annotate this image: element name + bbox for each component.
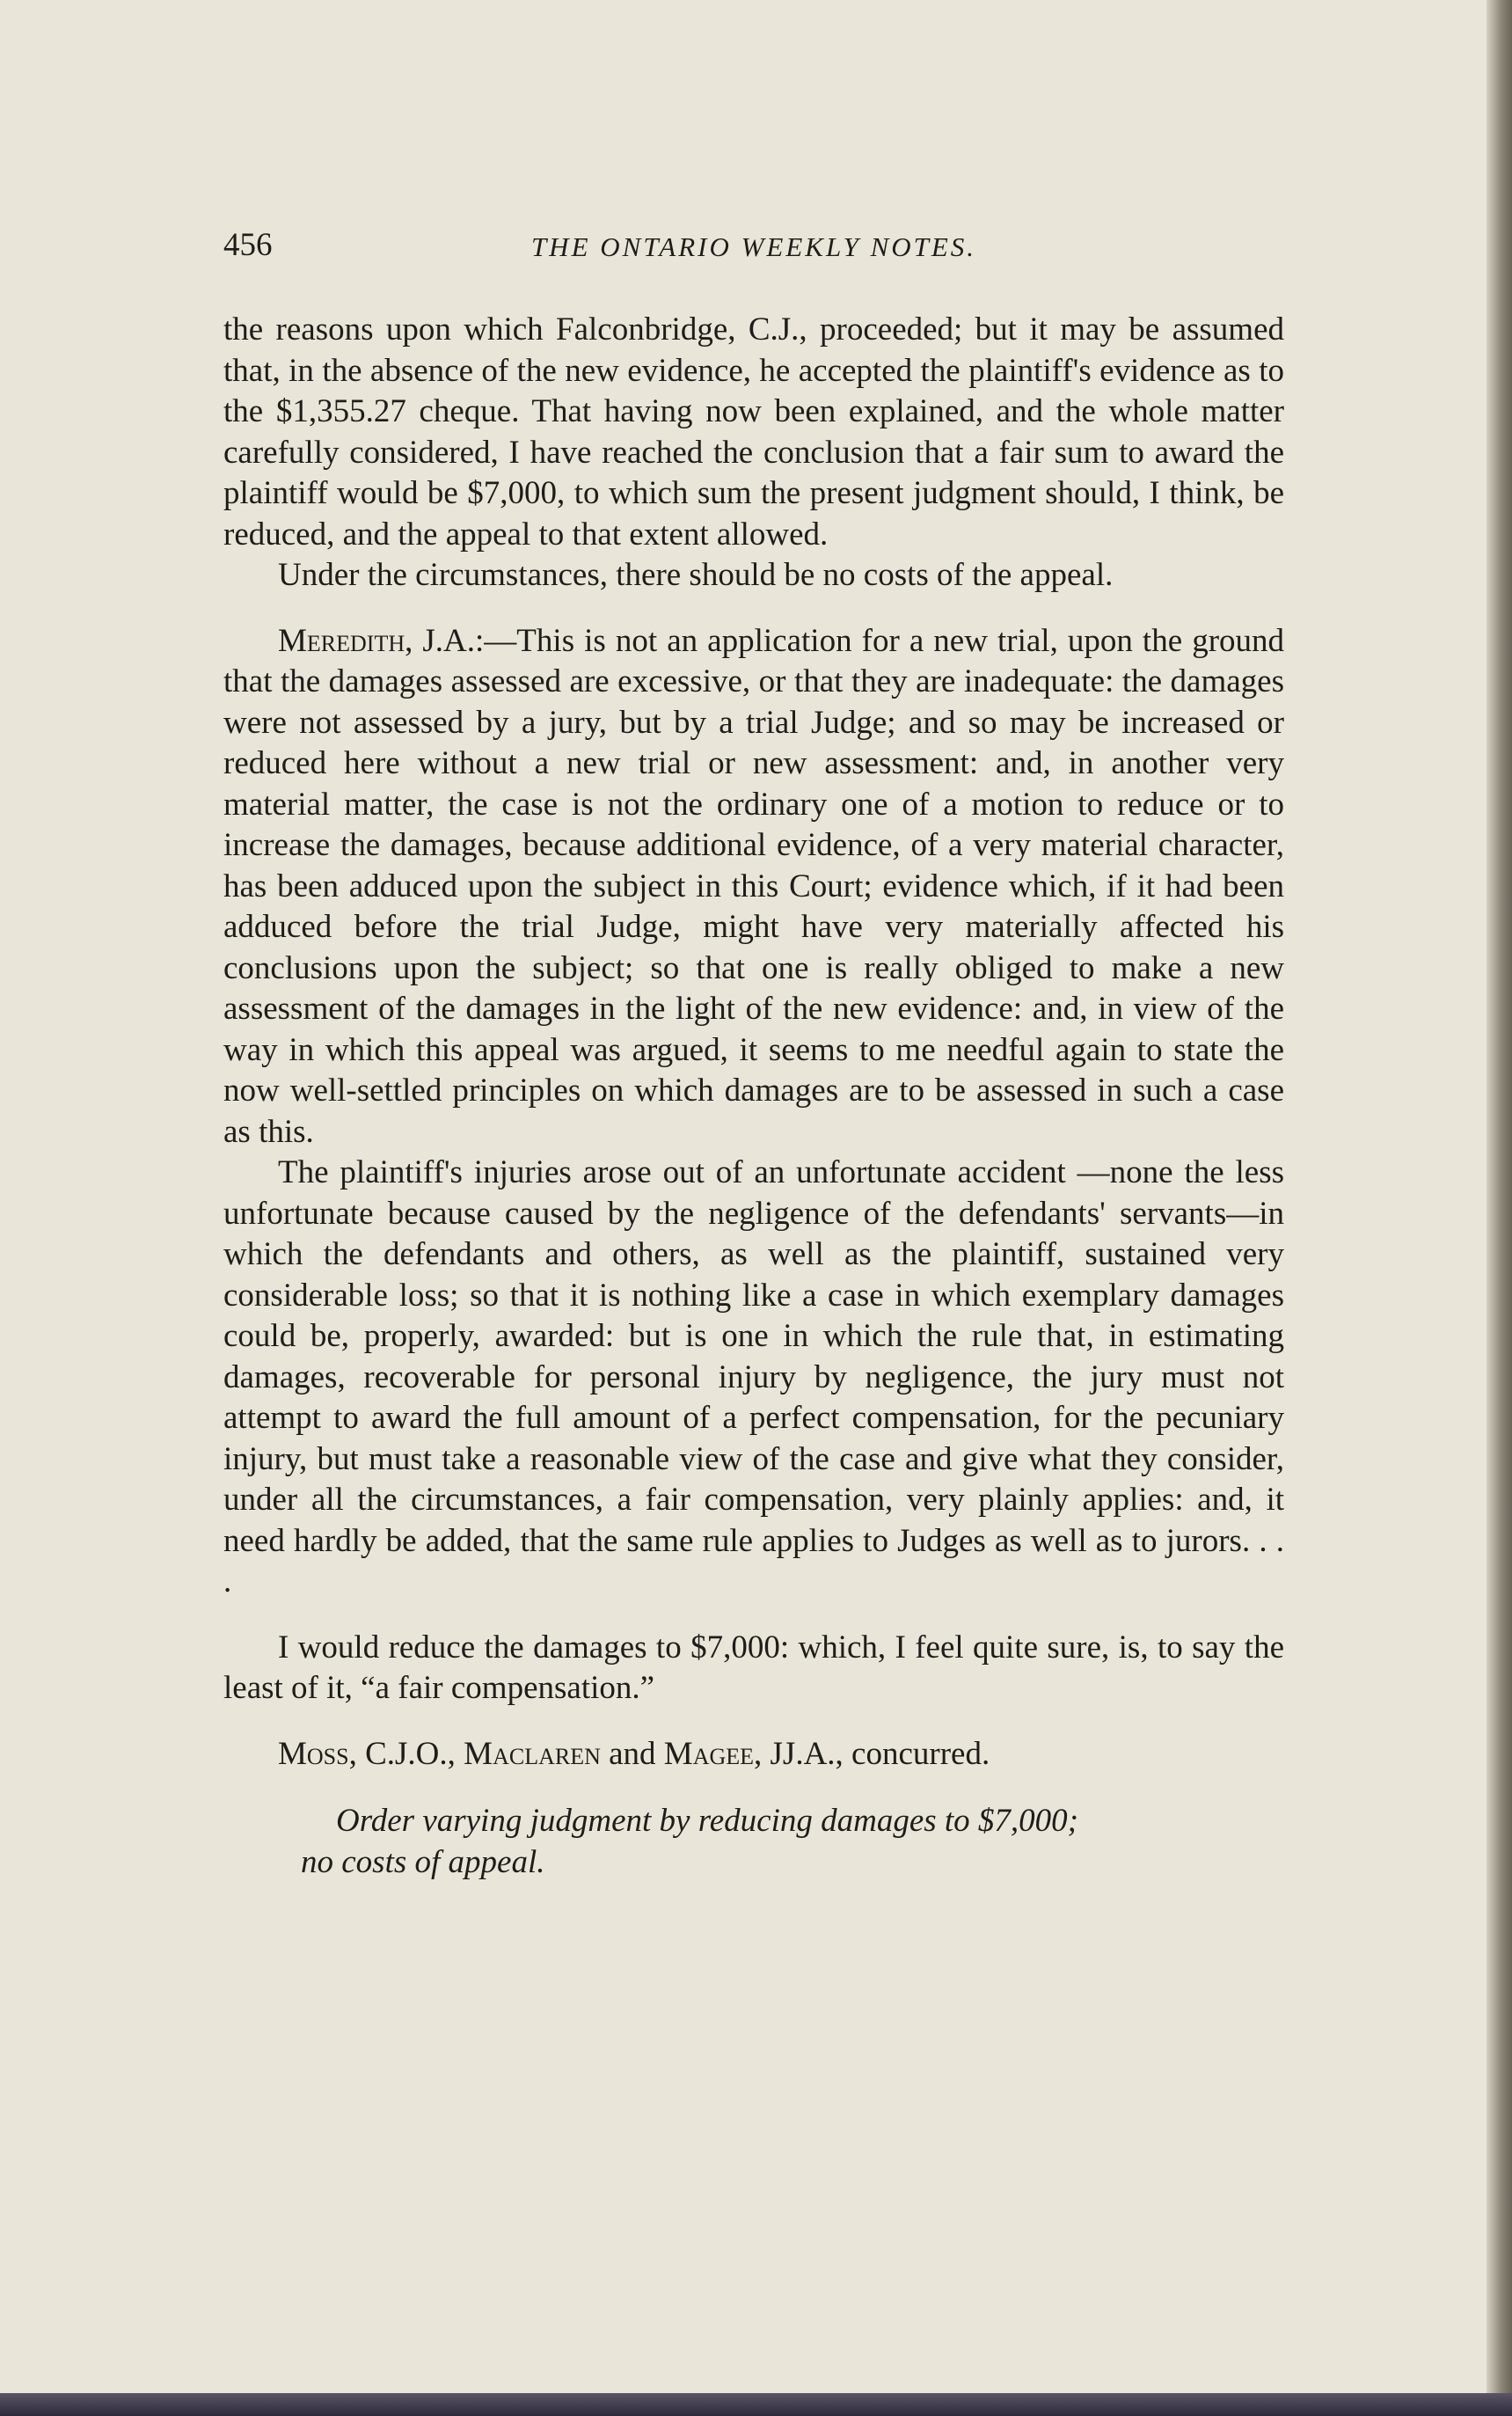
page-edge-right xyxy=(1486,0,1512,2416)
paragraph-5: I would reduce the damages to $7,000: which, I feel quite sure, is, to say the least of it, “a fair compensation.” xyxy=(223,1629,1284,1706)
page-header xyxy=(223,220,1284,273)
order-line-1: Order varying judgment by reducing damages to $7,000; xyxy=(336,1803,1079,1839)
paragraph-4: The plaintiff's injuries arose out of an unfortunate accident —none the less unfortunate because caused by the negligence of the defendants' servants—in which the defendants and others, as well as the plaintiff, sustained very considerable loss; so that it is nothing like a case in which exemplary damages could be, properly, awarded: but is one in which the rule that, in estimating damages, recoverable for personal injury by negligence, the jury must not attempt to award the full amount of a perfect compensation, for the pecuniary injury, but must take a reasonable view of the case and give what they consider, under all the circumstances, a fair compensation, very plainly applies: and, it need hardly be added, that the same rule applies to Judges as well as to jurors. . . . xyxy=(223,1154,1284,1600)
concurrence-text: , JJ.A., concurred. xyxy=(754,1735,990,1772)
judge-name: Magee xyxy=(663,1735,755,1772)
running-head: THE ONTARIO WEEKLY NOTES. xyxy=(530,231,977,262)
concurrence-text: and xyxy=(600,1735,664,1772)
order-line-2: no costs of appeal. xyxy=(301,1843,545,1880)
page-text xyxy=(223,220,1284,1883)
paragraph-meredith xyxy=(223,621,1284,1153)
judge-name: Meredith, J.A. xyxy=(278,622,476,659)
paragraph-1: the reasons upon which Falconbridge, C.J., proceeded; but it may be assumed that, in the absence of the new evidence, he accepted the plaintiff's evidence as to the $1,355.27 cheque. That having now been explained, and the whole matter carefully considered, I have reached the conclusion that a fair sum to award the plaintiff would be $7,000, to which sum the present judgment should, I think, be reduced, and the appeal to that extent allowed. xyxy=(223,311,1284,553)
page-number: 456 xyxy=(223,227,273,263)
page-edge-bottom xyxy=(0,2393,1512,2416)
paragraph-2: Under the circumstances, there should be no costs of the appeal. xyxy=(278,557,1114,593)
concurrence xyxy=(223,1734,1284,1775)
judge-name: Moss xyxy=(278,1735,349,1772)
paragraph-meredith-body: :—This is not an application for a new trial, upon the ground that the damages assessed are excessive, or that they are inadequate: the damages were not assessed by a jury, but by a trial Judge; and so may be increased or reduced here without a new trial or new assessment: and, in another very material matter, the case is not the ordinary one of a motion to reduce or to increase the damages, because additional evidence, of a very material character, has been adduced upon the subject in this Court; evidence which, if it had been adduced before the trial Judge, might have very materially affected his conclusions upon the subject; so that one is really obliged to make a new assessment of the damages in the light of the new evidence: and, in view of the way in which this appeal was argued, it seems to me needful again to state the now well-settled principles on which damages are to be assessed in such a case as this. xyxy=(223,622,1285,1150)
concurrence-text: , C.J.O., xyxy=(348,1735,464,1772)
judge-name: Maclaren xyxy=(464,1735,601,1772)
